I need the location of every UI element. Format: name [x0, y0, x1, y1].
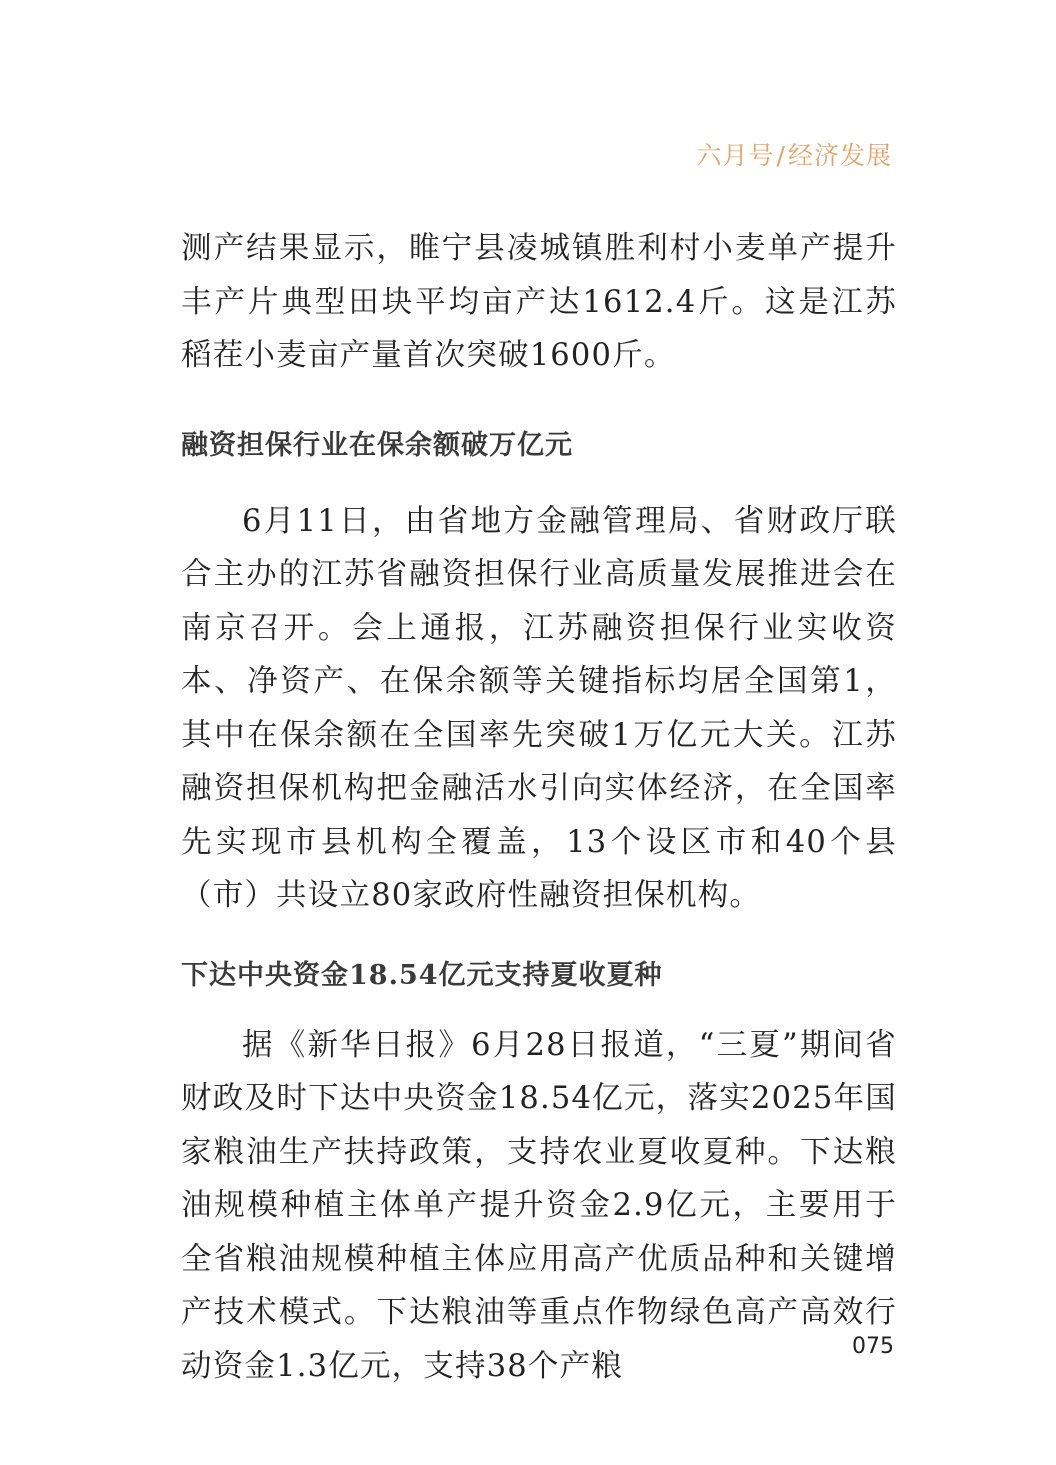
section-label: 经济发展 — [787, 141, 892, 170]
page-number: 075 — [852, 1334, 894, 1359]
article-body — [181, 222, 897, 1393]
running-header — [697, 136, 892, 172]
section-heading-funding: 下达中央资金18.54亿元支持夏收夏种 — [181, 959, 663, 991]
section-paragraph-funding: 据《新华日报》6月28日报道，“三夏”期间省财政及时下达中央资金18.54亿元，落实2025年国家粮油生产扶持政策，支持农业夏收夏种。下达粮油规模种植主体单产提升资金2.9亿元，主要用于全省粮油规模种植主体应用高产优质品种和关键增产技术模式。下达粮油等重点作物绿色高产高效行动资金1.3亿元，支持38个产粮 — [181, 1027, 897, 1384]
intro-paragraph: 测产结果显示，睢宁县凌城镇胜利村小麦单产提升丰产片典型田块平均亩产达1612.4斤。这是江苏稻茬小麦亩产量首次突破1600斤。 — [181, 231, 897, 373]
issue-label: 六月号 — [696, 141, 775, 170]
section-heading-guarantee: 融资担保行业在保余额破万亿元 — [181, 429, 573, 461]
header-separator: / — [776, 141, 786, 170]
section-paragraph-guarantee: 6月11日，由省地方金融管理局、省财政厅联合主办的江苏省融资担保行业高质量发展推进会在南京召开。会上通报，江苏融资担保行业实收资本、净资产、在保余额等关键指标均居全国第1，其中在保余额在全国率先突破1万亿元大关。江苏融资担保机构把金融活水引向实体经济，在全国率先实现市县机构全覆盖，13个设区市和40个县（市）共设立80家政府性融资担保机构。 — [181, 503, 897, 913]
